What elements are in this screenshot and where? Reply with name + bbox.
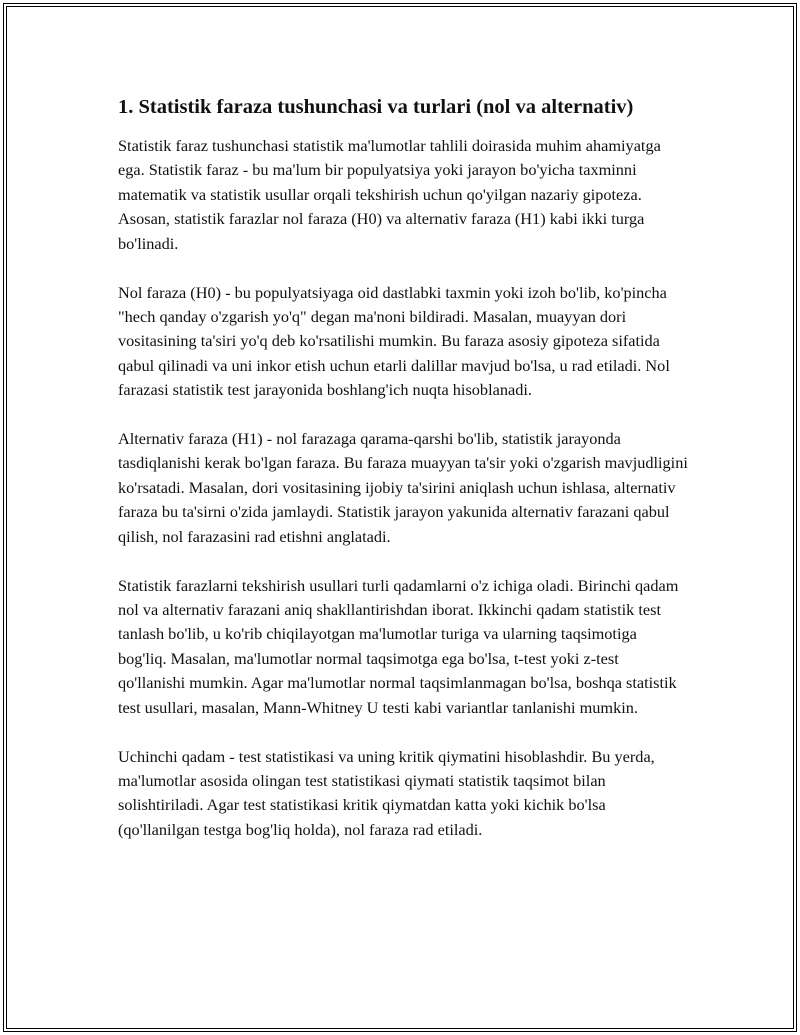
paragraph-third-step: Uchinchi qadam - test statistikasi va uning kritik qiymatini hisoblashdir. Bu yerda, ma'lumotlar asosida olingan test statistikasi qiymati statistik taqsimot bilan solishtiriladi. Agar test statistikasi kritik qiymatdan katta yoki kichik bo'lsa (qo'llanilgan testga bog'liq holda), nol faraza rad etiladi. [118,746,655,839]
paragraph-intro: Statistik faraz tushunchasi statistik ma'lumotlar tahlili doirasida muhim ahamiyatga ega. Statistik faraz - bu ma'lum bir populyatsiya yoki jarayon bo'yicha taxminni matematik va statistik usullar orqali tekshirish uchun qo'yilgan nazariy gipoteza. Asosan, statistik farazlar nol faraza (H0) va alternativ faraza (H1) kabi ikki turga bo'linadi. [118,136,661,253]
document-body [118,94,688,867]
paragraph-testing-steps: Statistik farazlarni tekshirish usullari turli qadamlarni o'z ichiga oladi. Birinchi qadam nol va alternativ farazani aniq shakllantirishdan iborat. Ikkinchi qadam statistik test tanlash bo'lib, u ko'rib chiqilayotgan ma'lumotlar turiga va ularning taqsimotiga bog'liq. Masalan, ma'lumotlar normal taqsimotga ega bo'lsa, t-test yoki z-test qo'llanishi mumkin. Agar ma'lumotlar normal taqsimlanmagan bo'lsa, boshqa statistik test usullari, masalan, Mann-Whitney U testi kabi variantlar tanlanishi mumkin. [118,575,679,717]
paragraph-null-hypothesis: Nol faraza (H0) - bu populyatsiyaga oid dastlabki taxmin yoki izoh bo'lib, ko'pincha "hech qanday o'zgarish yo'q" degan ma'noni bildiradi. Masalan, muayyan dori vositasining ta'siri yo'q deb ko'rsatilishi mumkin. Bu faraza asosiy gipoteza sifatida qabul qilinadi va uni inkor etish uchun etarli dalillar mavjud bo'lsa, u rad etiladi. Nol farazasi statistik test jarayonida boshlang'ich nuqta hisoblanadi. [118,282,670,400]
paragraph-alternative-hypothesis: Alternativ faraza (H1) - nol farazaga qarama-qarshi bo'lib, statistik jarayonda tasdiqlanishi kerak bo'lgan faraza. Bu faraza muayyan ta'sir yoki o'zgarish mavjudligini ko'rsatadi. Masalan, dori vositasining ijobiy ta'sirini aniqlash uchun ishlasa, alternativ faraza bu ta'sirni o'zida jamlaydi. Statistik jarayon yakunida alternativ farazani qabul qilish, nol farazasini rad etishni anglatadi. [118,429,688,546]
section-heading: 1. Statistik faraza tushunchasi va turlari (nol va alternativ) [118,96,634,118]
